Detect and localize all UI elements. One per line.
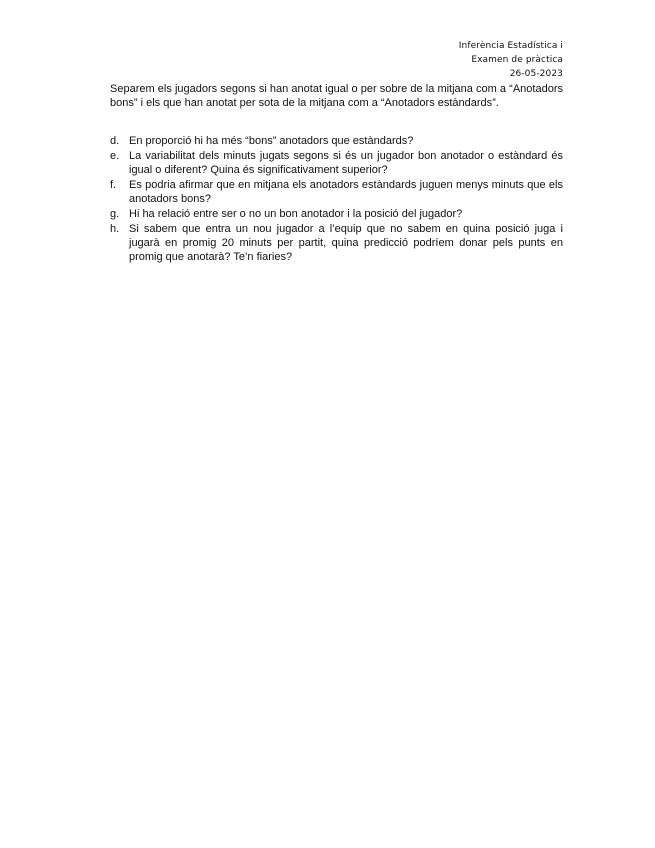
course-title: Inferència Estadística i <box>458 41 563 51</box>
page-header <box>303 39 563 81</box>
question-item-f <box>110 178 563 206</box>
question-text: Es podria afirmar que en mitjana els anotadors estàndards juguen menys minuts que els anotadors bons? <box>129 179 563 205</box>
question-text: La variabilitat dels minuts jugats segons si és un jugador bon anotador o estàndard és igual o diferent? Quina és significativament superior? <box>129 150 563 176</box>
exam-title: Examen de pràctica <box>471 55 563 65</box>
question-letter: e. <box>110 150 120 162</box>
question-text: En proporció hi ha més “bons” anotadors que estàndards? <box>129 135 414 147</box>
question-text: Hi ha relació entre ser o no un bon anotador i la posició del jugador? <box>129 208 463 220</box>
question-item-e <box>110 149 563 177</box>
question-list <box>110 134 563 265</box>
question-letter: f. <box>110 179 117 191</box>
intro-paragraph: Separem els jugadors segons si han anotat igual o per sobre de la mitjana com a “Anotadors bons” i els que han anotat per sota de la mitjana com a “Anotadors estàndards”. <box>110 83 563 109</box>
question-letter: d. <box>110 135 120 147</box>
question-letter: h. <box>110 223 120 235</box>
exam-date: 26-05-2023 <box>509 69 563 79</box>
question-item-d <box>110 134 563 148</box>
question-letter: g. <box>110 208 120 220</box>
question-item-h <box>110 222 563 264</box>
question-text: Si sabem que entra un nou jugador a l’equip que no sabem en quina posició juga i jugarà en promig 20 minuts per partit, quina predicció podríem donar pels punts en promig que anotarà? Te’n fiaries? <box>129 223 563 263</box>
question-item-g <box>110 207 563 221</box>
